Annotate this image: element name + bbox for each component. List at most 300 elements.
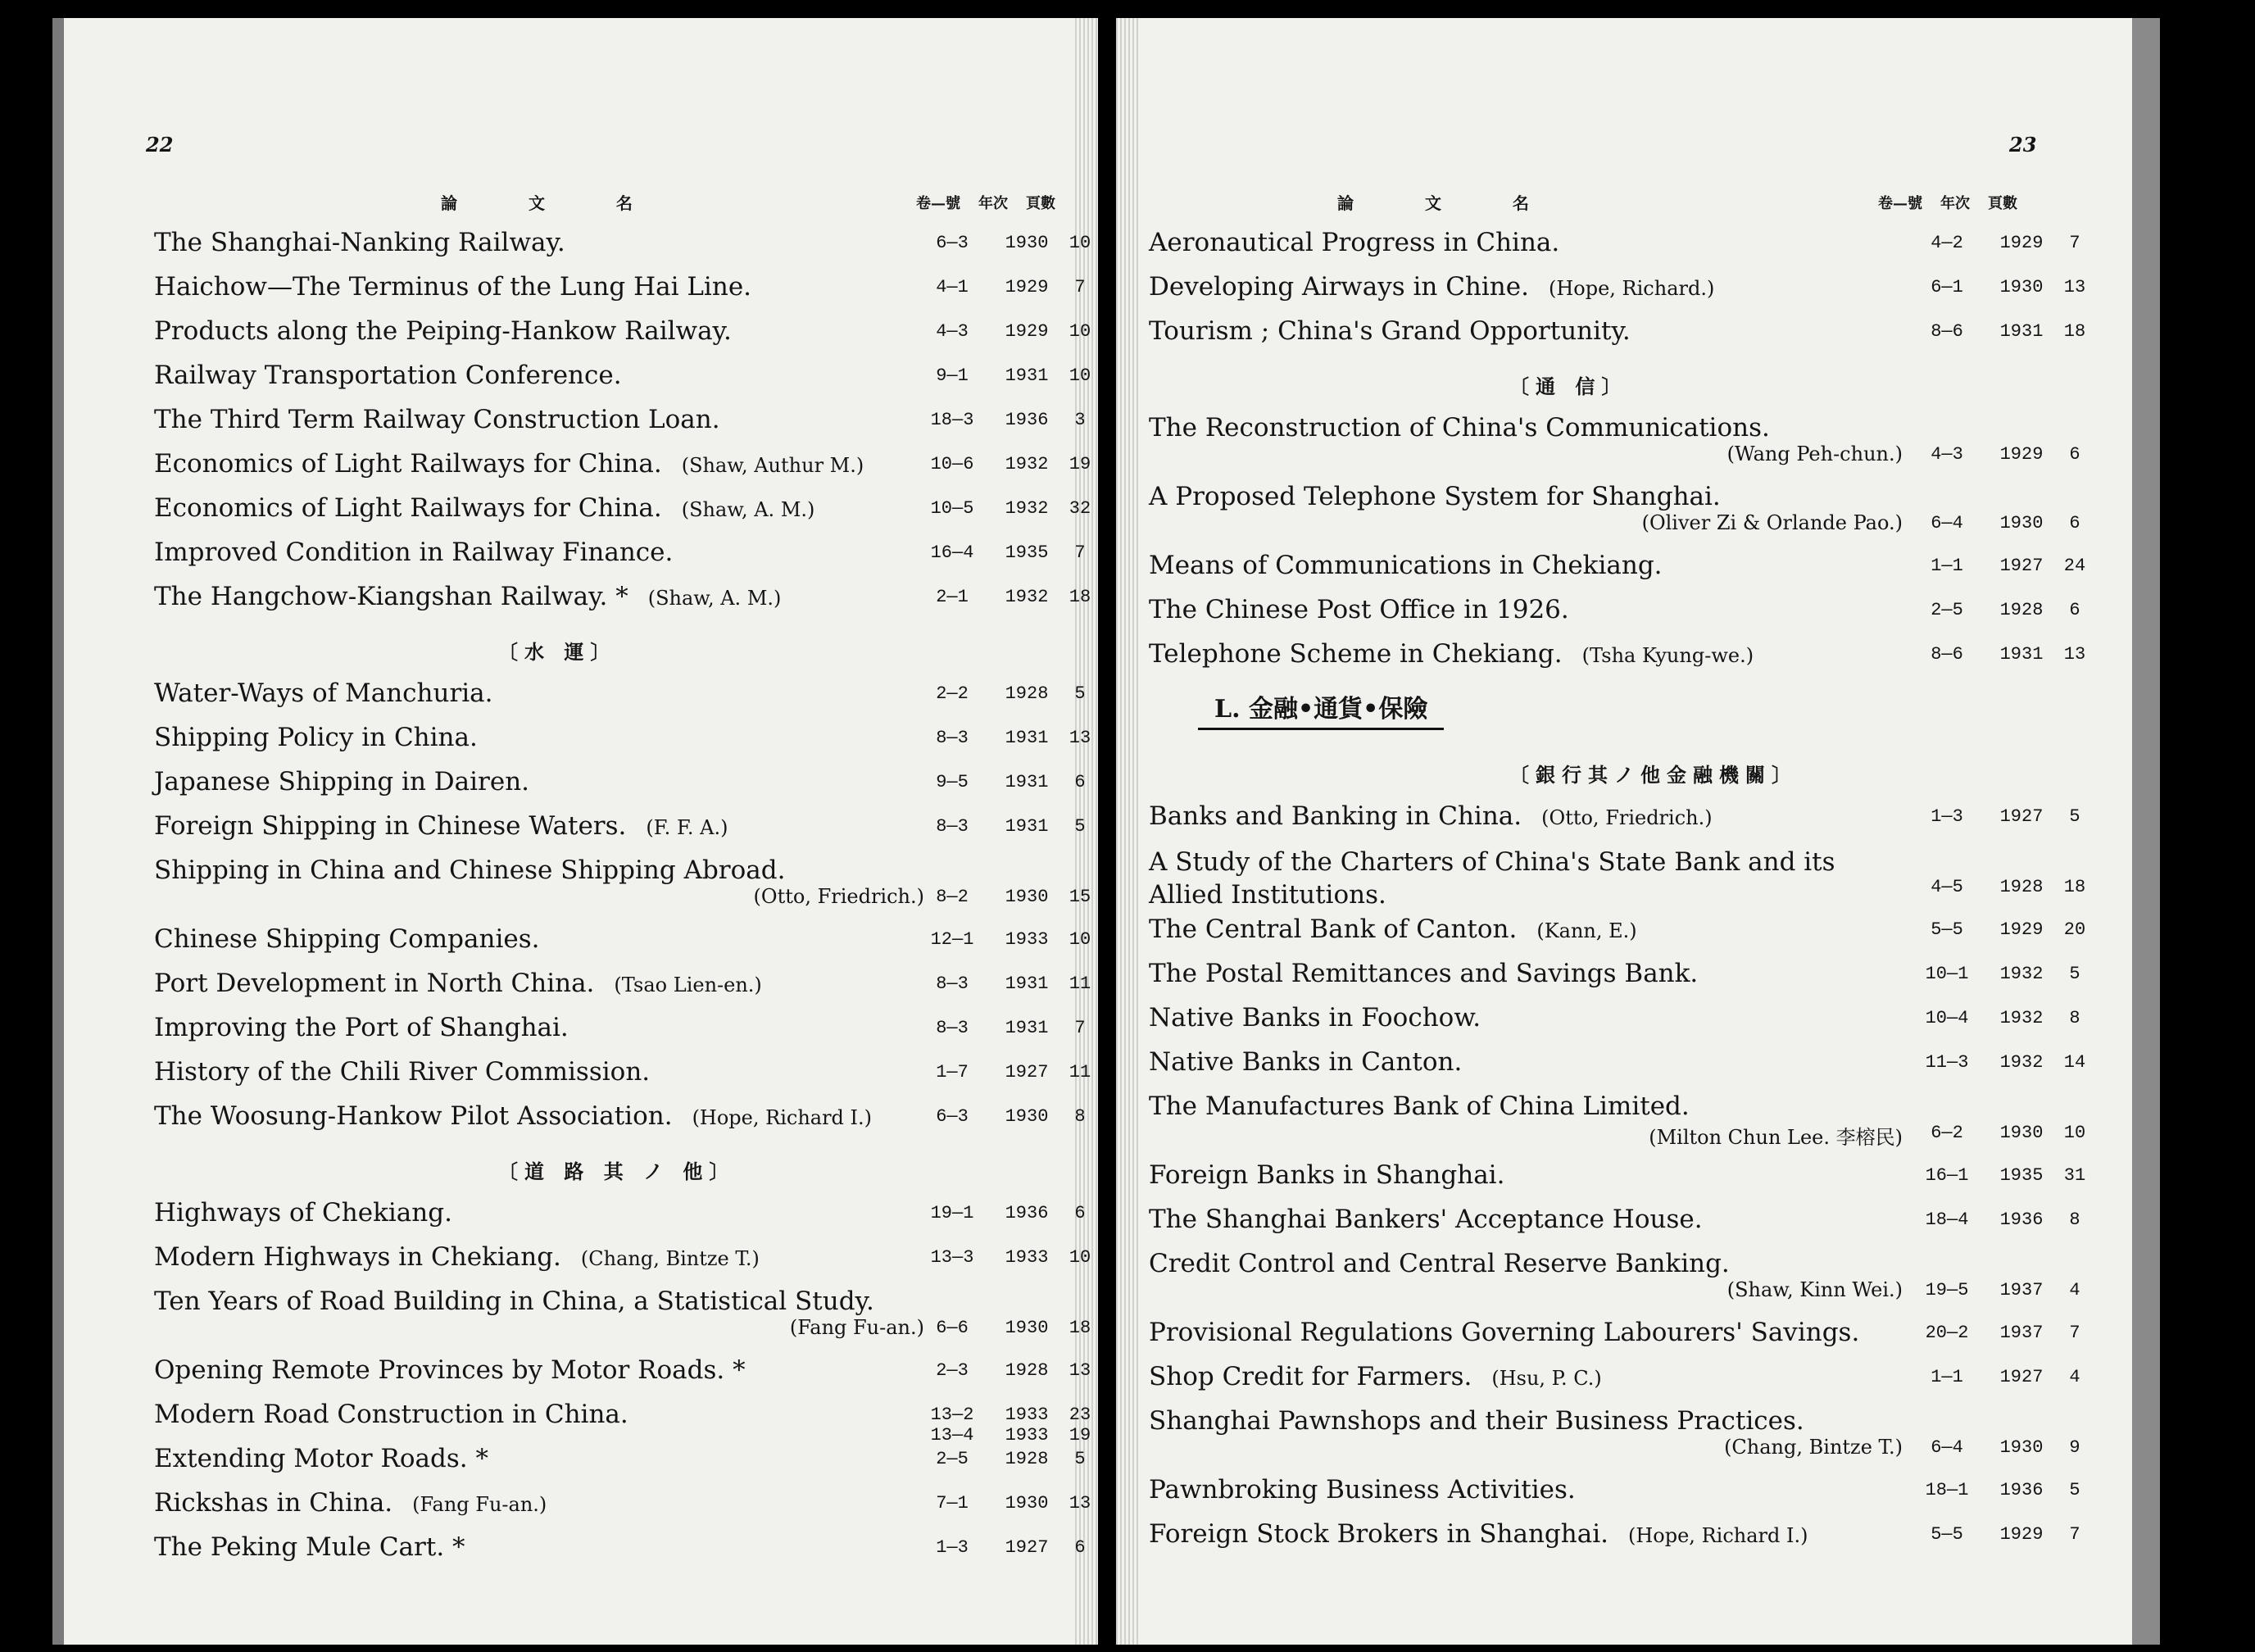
- article-row: [154, 223, 1098, 267]
- major-section: [1149, 678, 2124, 744]
- article-row: [154, 1052, 1098, 1096]
- page-count: 23 19: [1069, 1405, 1091, 1446]
- section-label: 〔銀行其ノ他金融機關〕: [1509, 763, 1798, 787]
- article-title: [1149, 228, 1559, 257]
- column-header-meta: [1878, 192, 2017, 213]
- article-title: [154, 1287, 874, 1316]
- article-title: [1149, 1205, 1703, 1234]
- volume-issue: 4—3: [936, 321, 969, 342]
- volume-issue: 8—2: [936, 887, 969, 907]
- year: 1927: [1005, 1062, 1049, 1082]
- section-heading: [1149, 744, 2124, 796]
- page-count: 10: [1069, 233, 1091, 253]
- article-author: (Hope, Richard I.): [692, 1106, 873, 1129]
- article-row: [154, 674, 1098, 718]
- article-author: (Fang Fu-an.): [789, 1316, 924, 1339]
- page-count: 15: [1069, 887, 1091, 907]
- article-title: [154, 1057, 650, 1087]
- volume-issue: 2—5: [936, 1449, 969, 1469]
- article-author: (Chang, Bintze T.): [580, 1247, 760, 1270]
- article-title: [154, 1101, 872, 1131]
- article-title-text: Shop Credit for Farmers.: [1149, 1362, 1472, 1391]
- article-row: [1149, 910, 2124, 954]
- article-author: (Oliver Zi & Orlande Pao.): [1641, 511, 1903, 534]
- volume-issue: 12—1: [930, 929, 974, 950]
- year: 1937: [1999, 1280, 2044, 1300]
- article-title-text: Credit Control and Central Reserve Banking.: [1149, 1249, 1730, 1278]
- year: 1927: [1005, 1537, 1049, 1558]
- year: 1929: [1999, 233, 2044, 253]
- article-author: (Otto, Friedrich.): [753, 885, 924, 908]
- volume-issue: 13—3: [930, 1247, 974, 1268]
- article-row: [1149, 1357, 2124, 1401]
- article-title-text: The Postal Remittances and Savings Bank.: [1149, 959, 1699, 988]
- volume-issue: 6—6: [936, 1318, 969, 1338]
- article-row: [1149, 311, 2124, 356]
- article-row: [154, 1527, 1098, 1572]
- page-count: 18: [1069, 587, 1091, 607]
- page-count: 18: [2063, 877, 2086, 897]
- article-title: [154, 582, 781, 611]
- article-row: [1149, 1244, 2124, 1313]
- year: 1936: [1999, 1210, 2044, 1230]
- article-title: [1149, 1047, 1462, 1077]
- article-title: [1149, 1519, 1808, 1549]
- year: 1929: [1999, 1524, 2044, 1545]
- column-header-title: 論 文 名: [441, 193, 665, 213]
- volume-issue: 8—3: [936, 974, 969, 994]
- article-title-text: Economics of Light Railways for China.: [154, 493, 662, 523]
- article-row: [1149, 796, 2124, 841]
- article-title-text: Developing Airways in Chine.: [1149, 272, 1529, 302]
- article-row: [154, 1096, 1098, 1141]
- year: 1933: [1005, 1247, 1049, 1268]
- volume-issue: 5—5: [1931, 919, 1963, 940]
- volume-issue: 6—2: [1931, 1123, 1963, 1143]
- volume-issue: 1—1: [1931, 556, 1963, 576]
- article-row: [1149, 477, 2124, 546]
- page-count: 13: [1069, 1493, 1091, 1514]
- section-heading: [154, 1141, 1098, 1193]
- article-author: (Tsao Lien-en.): [614, 974, 762, 996]
- article-title-text: Highways of Chekiang.: [154, 1198, 452, 1228]
- article-row: [1149, 1514, 2124, 1559]
- article-row: [1149, 408, 2124, 477]
- article-row: [1149, 1042, 2124, 1087]
- article-row: [154, 1008, 1098, 1052]
- article-title-text: Shipping in China and Chinese Shipping Abroad.: [154, 856, 786, 885]
- article-author: (Wang Peh-chun.): [1726, 442, 1903, 465]
- article-title-text: Japanese Shipping in Dairen.: [154, 767, 530, 796]
- page-count: 13: [2063, 644, 2086, 665]
- page-count: 18: [2063, 321, 2086, 342]
- year: 1932: [1005, 498, 1049, 519]
- article-title: [154, 767, 529, 796]
- page-count: 3: [1074, 410, 1086, 430]
- year: 1932: [1005, 587, 1049, 607]
- page-count: 10: [1069, 929, 1091, 950]
- article-title-text: Modern Highways in Chekiang.: [154, 1242, 561, 1272]
- year: 1927: [1999, 806, 2044, 827]
- page-count: 18: [1069, 1318, 1091, 1338]
- page-count: 10: [1069, 321, 1091, 342]
- article-row: [1149, 1155, 2124, 1200]
- page-count: 19: [1069, 454, 1091, 474]
- header-year: 年次: [1940, 195, 1970, 212]
- page-count: 6: [2069, 513, 2080, 533]
- article-row: [154, 444, 1098, 488]
- article-author: (Tsha Kyung-we.): [1581, 644, 1754, 667]
- year: 1929: [1005, 277, 1049, 297]
- article-row: [154, 806, 1098, 851]
- article-title: [1149, 413, 1770, 442]
- year: 1930: [1005, 1493, 1049, 1514]
- page-count: 20: [2063, 919, 2086, 940]
- article-title-text: Products along the Peiping-Hankow Railway.: [154, 316, 732, 346]
- article-title-text: Native Banks in Foochow.: [1149, 1003, 1481, 1032]
- article-title: [1149, 1160, 1504, 1190]
- year: 1937: [1999, 1323, 2044, 1343]
- volume-issue: 19—1: [930, 1203, 974, 1223]
- volume-issue: 1—3: [936, 1537, 969, 1558]
- article-row: [154, 488, 1098, 533]
- article-title-text: Chinese Shipping Companies.: [154, 924, 540, 954]
- left-page: [52, 18, 1098, 1645]
- page-count: 31: [2063, 1165, 2086, 1186]
- article-title: [154, 272, 751, 302]
- article-title-text: The Shanghai Bankers' Acceptance House.: [1149, 1205, 1703, 1234]
- article-title: [154, 1532, 465, 1562]
- volume-issue: 9—1: [936, 365, 969, 386]
- page-edge: [1116, 18, 1139, 1645]
- article-title-text: Rickshas in China.: [154, 1488, 393, 1518]
- volume-issue: 4—2: [1931, 233, 1963, 253]
- page-count: 5: [2069, 806, 2080, 827]
- article-title: [154, 1355, 746, 1385]
- article-title: [154, 678, 493, 708]
- article-title-text: Railway Transportation Conference.: [154, 361, 622, 390]
- article-title: [154, 924, 540, 954]
- page-count: 7: [2069, 233, 2080, 253]
- year: 1930: [1005, 1318, 1049, 1338]
- page-count: 5: [2069, 964, 2080, 984]
- article-title: [1149, 1475, 1576, 1504]
- year: 1932: [1999, 964, 2044, 984]
- article-title: [1149, 595, 1569, 624]
- article-row: [154, 1282, 1098, 1350]
- article-row: [1149, 841, 2124, 910]
- year: 1931: [1999, 321, 2044, 342]
- volume-issue: 5—5: [1931, 1524, 1963, 1545]
- volume-issue: 2—3: [936, 1360, 969, 1381]
- header-year: 年次: [978, 195, 1008, 212]
- year: 1930: [1999, 277, 2044, 297]
- volume-issue: 18—3: [930, 410, 974, 430]
- volume-issue: 7—1: [936, 1493, 969, 1514]
- article-author: (Shaw, A. M.): [647, 587, 782, 610]
- article-row: [154, 577, 1098, 621]
- volume-issue: 8—3: [936, 1018, 969, 1038]
- article-row: [1149, 634, 2124, 678]
- page-count: 24: [2063, 556, 2086, 576]
- page-number: 23: [2009, 133, 2037, 157]
- article-title-text: Foreign Stock Brokers in Shanghai.: [1149, 1519, 1608, 1549]
- article-title: [154, 449, 864, 479]
- article-title-text: Native Banks in Canton.: [1149, 1047, 1463, 1077]
- article-title-text: Foreign Banks in Shanghai.: [1149, 1160, 1505, 1190]
- article-title-text: The Hangchow-Kiangshan Railway. *: [154, 582, 628, 611]
- year: 1936: [1999, 1480, 2044, 1500]
- article-author: (Shaw, Kinn Wei.): [1726, 1278, 1903, 1301]
- year: 1928: [1999, 877, 2044, 897]
- article-title-text: Banks and Banking in China.: [1149, 801, 1522, 831]
- year: 1929: [1999, 919, 2044, 940]
- major-section-label: L. 金融•通貨•保險: [1198, 688, 1444, 730]
- article-title: [154, 1198, 452, 1228]
- year: 1932: [1005, 454, 1049, 474]
- article-author: (Fang Fu-an.): [412, 1493, 547, 1516]
- page-count: 5: [1074, 816, 1086, 837]
- page-count: 7: [1074, 542, 1086, 563]
- section-label: 〔水 運〕: [498, 640, 617, 664]
- article-title: [154, 1242, 760, 1272]
- page-count: 10: [1069, 1247, 1091, 1268]
- article-row: [154, 1237, 1098, 1282]
- year: 1930: [1999, 513, 2044, 533]
- article-row: [1149, 1470, 2124, 1514]
- article-title-text: Economics of Light Railways for China.: [154, 449, 662, 479]
- page-count: 13: [1069, 1360, 1091, 1381]
- article-title-text: A Proposed Telephone System for Shanghai.: [1149, 482, 1721, 511]
- page-count: 5: [1074, 683, 1086, 704]
- article-title: [154, 723, 478, 752]
- year: 1929: [1999, 444, 2044, 465]
- article-title-text: History of the Chili River Commission.: [154, 1057, 651, 1087]
- volume-issue: 2—2: [936, 683, 969, 704]
- page-count: 6: [2069, 600, 2080, 620]
- section-label: 〔通 信〕: [1509, 374, 1628, 398]
- volume-issue: 13—2 13—4: [930, 1405, 974, 1446]
- year: 1930: [1005, 887, 1049, 907]
- article-row: [154, 851, 1098, 919]
- page-count: 7: [2069, 1323, 2080, 1343]
- page-count: 32: [1069, 498, 1091, 519]
- article-title: [154, 856, 785, 885]
- article-title: [1149, 1003, 1481, 1032]
- year: 1935: [1005, 542, 1049, 563]
- article-title-text: Modern Road Construction in China.: [154, 1400, 628, 1429]
- article-row: [154, 311, 1098, 356]
- article-title: [1149, 1249, 1730, 1278]
- page-count: 8: [1074, 1106, 1086, 1127]
- article-title-text: Improving the Port of Shanghai.: [154, 1013, 569, 1042]
- article-author: (Hope, Richard I.): [1628, 1524, 1808, 1547]
- page-count: 9: [2069, 1437, 2080, 1458]
- volume-issue: 6—1: [1931, 277, 1963, 297]
- column-header-meta: [916, 192, 1055, 213]
- year: 1928: [1005, 1360, 1049, 1381]
- article-title: [154, 1400, 628, 1429]
- volume-issue: 1—1: [1931, 1367, 1963, 1387]
- article-title: [1149, 914, 1637, 944]
- article-title-text: Ten Years of Road Building in China, a Statistical Study.: [154, 1287, 874, 1316]
- article-row: [154, 964, 1098, 1008]
- article-title-text: Telephone Scheme in Chekiang.: [1149, 639, 1563, 669]
- article-author: (F. F. A.): [646, 816, 728, 839]
- article-row: [154, 1350, 1098, 1395]
- volume-issue: 6—4: [1931, 1437, 1963, 1458]
- volume-issue: 11—3: [1925, 1052, 1969, 1073]
- article-title-text: Opening Remote Provinces by Motor Roads. *: [154, 1355, 746, 1385]
- page-count: 5: [1074, 1449, 1086, 1469]
- year: 1930: [1005, 233, 1049, 253]
- article-title-text: Water-Ways of Manchuria.: [154, 678, 493, 708]
- article-title-text: The Central Bank of Canton.: [1149, 914, 1518, 944]
- volume-issue: 10—5: [930, 498, 974, 519]
- article-title: [1149, 551, 1663, 580]
- article-row: [1149, 1401, 2124, 1470]
- article-row: [154, 718, 1098, 762]
- article-author: (Hsu, P. C.): [1491, 1367, 1602, 1390]
- volume-issue: 2—1: [936, 587, 969, 607]
- article-title-text: Pawnbroking Business Activities.: [1149, 1475, 1576, 1504]
- article-author: (Shaw, Authur M.): [681, 454, 864, 477]
- article-title-text: Port Development in North China.: [154, 969, 595, 998]
- volume-issue: 10—6: [930, 454, 974, 474]
- article-row: [154, 762, 1098, 806]
- volume-issue: 4—3: [1931, 444, 1963, 465]
- year: 1930: [1999, 1123, 2044, 1143]
- volume-issue: 2—5: [1931, 600, 1963, 620]
- article-title: [1149, 846, 1853, 911]
- article-list: [154, 223, 1098, 1572]
- article-row: [154, 267, 1098, 311]
- volume-issue: 8—3: [936, 816, 969, 837]
- section-heading: [1149, 356, 2124, 408]
- year: 1928: [1005, 1449, 1049, 1469]
- year: 1927: [1999, 556, 2044, 576]
- year: 1933 1933: [1005, 1405, 1049, 1446]
- article-row: [154, 1395, 1098, 1446]
- article-title-text: Extending Motor Roads. *: [154, 1444, 488, 1473]
- year: 1931: [1005, 974, 1049, 994]
- year: 1935: [1999, 1165, 2044, 1186]
- year: 1932: [1999, 1052, 2044, 1073]
- article-author: (Otto, Friedrich.): [1541, 806, 1713, 829]
- year: 1931: [1999, 644, 2044, 665]
- volume-issue: 6—4: [1931, 513, 1963, 533]
- article-author: (Chang, Bintze T.): [1724, 1436, 1903, 1459]
- article-author: (Hope, Richard.): [1548, 277, 1715, 300]
- year: 1928: [1999, 600, 2044, 620]
- article-title: [1149, 1406, 1804, 1436]
- page-count: 13: [2063, 277, 2086, 297]
- volume-issue: 8—3: [936, 728, 969, 748]
- article-title: [154, 316, 732, 346]
- article-row: [154, 533, 1098, 577]
- article-title: [1149, 482, 1721, 511]
- article-title: [1149, 316, 1631, 346]
- volume-issue: 8—6: [1931, 321, 1963, 342]
- article-title: [1149, 639, 1754, 669]
- page-count: 8: [2069, 1210, 2080, 1230]
- article-row: [154, 1483, 1098, 1527]
- year: 1928: [1005, 683, 1049, 704]
- article-title: [1149, 272, 1714, 302]
- article-title: [1149, 1362, 1602, 1391]
- article-row: [1149, 546, 2124, 590]
- page-count: 8: [2069, 1008, 2080, 1028]
- article-title: [1149, 959, 1698, 988]
- article-row: [1149, 1087, 2124, 1155]
- article-row: [154, 1439, 1098, 1483]
- page-number: 22: [146, 133, 174, 157]
- volume-issue: 6—3: [936, 1106, 969, 1127]
- header-vol: 卷—號: [1878, 195, 1922, 212]
- page-count: 6: [1074, 772, 1086, 792]
- year: 1931: [1005, 1018, 1049, 1038]
- article-author: (Milton Chun Lee. 李榕民): [1649, 1126, 1903, 1149]
- page-count: 14: [2063, 1052, 2086, 1073]
- page-count: 11: [1069, 974, 1091, 994]
- header-pages: 頁數: [1988, 195, 2017, 212]
- year: 1929: [1005, 321, 1049, 342]
- year: 1931: [1005, 816, 1049, 837]
- volume-issue: 16—4: [930, 542, 974, 563]
- article-title-text: A Study of the Charters of China's State Bank and its Allied Institutions.: [1149, 847, 1835, 910]
- page-count: 4: [2069, 1280, 2080, 1300]
- article-title-text: The Manufactures Bank of China Limited.: [1149, 1092, 1690, 1121]
- column-header-title: 論 文 名: [1337, 193, 1562, 213]
- article-title-text: The Third Term Railway Construction Loan.: [154, 405, 720, 434]
- page-count: 7: [2069, 1524, 2080, 1545]
- article-title-text: The Shanghai-Nanking Railway.: [154, 228, 565, 257]
- article-row: [1149, 1313, 2124, 1357]
- right-page: [1116, 18, 2160, 1645]
- volume-issue: 18—1: [1925, 1480, 1969, 1500]
- article-title-text: The Peking Mule Cart. *: [154, 1532, 465, 1562]
- article-title-text: The Woosung-Hankow Pilot Association.: [154, 1101, 673, 1131]
- year: 1933: [1005, 929, 1049, 950]
- volume-issue: 16—1: [1925, 1165, 1969, 1186]
- year: 1936: [1005, 1203, 1049, 1223]
- header-pages: 頁數: [1026, 195, 1055, 212]
- volume-issue: 4—5: [1931, 877, 1963, 897]
- header-vol: 卷—號: [916, 195, 960, 212]
- volume-issue: 4—1: [936, 277, 969, 297]
- article-title: [154, 405, 720, 434]
- article-title-text: Aeronautical Progress in China.: [1149, 228, 1560, 257]
- year: 1927: [1999, 1367, 2044, 1387]
- section-heading: [154, 621, 1098, 674]
- page-count: 6: [2069, 444, 2080, 465]
- article-title: [154, 538, 673, 567]
- article-title-text: Provisional Regulations Governing Labourers' Savings.: [1149, 1318, 1860, 1347]
- section-label: 〔道 路 其 ノ 他〕: [498, 1160, 736, 1183]
- article-row: [1149, 267, 2124, 311]
- volume-issue: 20—2: [1925, 1323, 1969, 1343]
- volume-issue: 10—4: [1925, 1008, 1969, 1028]
- article-row: [1149, 590, 2124, 634]
- article-row: [154, 1193, 1098, 1237]
- page-count: 7: [1074, 277, 1086, 297]
- article-title: [1149, 801, 1713, 831]
- article-list: [1149, 223, 2124, 1559]
- article-title: [154, 811, 728, 841]
- page-count: 6: [1074, 1203, 1086, 1223]
- article-title-text: Improved Condition in Railway Finance.: [154, 538, 674, 567]
- volume-issue: 1—7: [936, 1062, 969, 1082]
